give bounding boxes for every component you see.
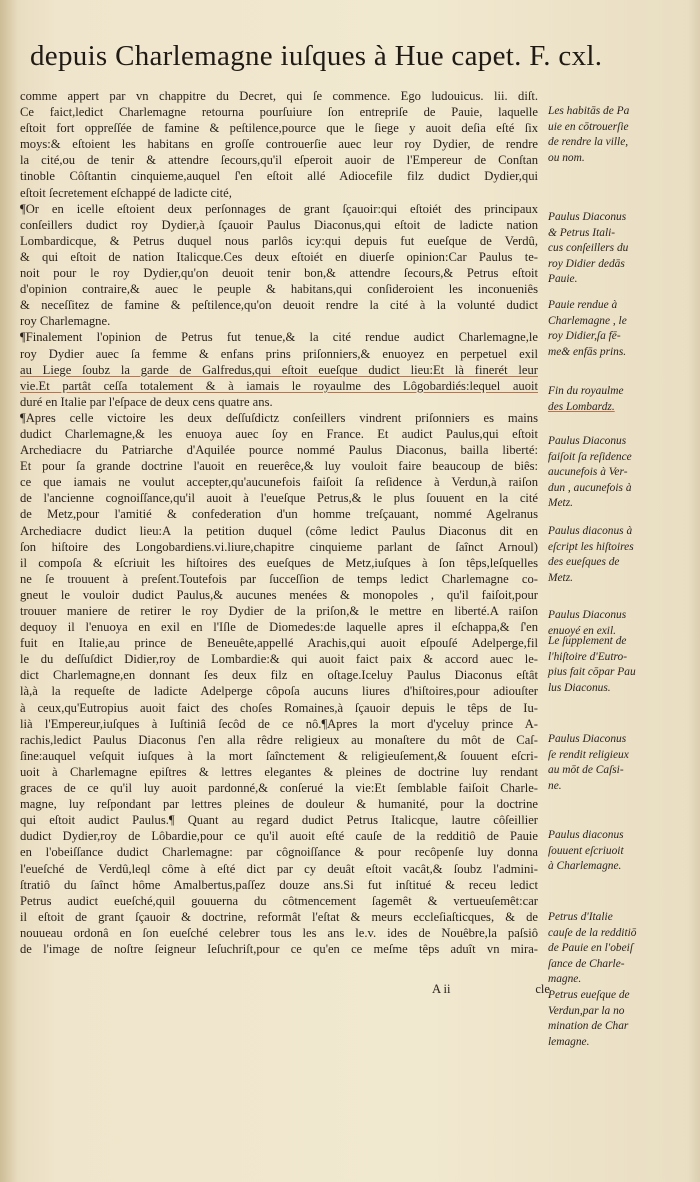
margin-note-line: ou nom. [548,151,585,164]
text-line: dudict Dydier,roy de Lôbardie,pour ce qu'il auoit eſté cauſe de la redditiô de Pauie [20,829,538,844]
text-line: tinoble Côſtantin cinquieme,auquel ſ'en eſtoit allé Adiocefile filz dudict Dydier,qui [20,169,538,184]
margin-note-line: Paulus diaconus [548,829,624,841]
margin-note-line: pius fait cōpar Pau [548,666,636,679]
text-line: de l'image de noſtre ſeigneur Ieſuchriſt,pour ce qu'en ce meſme têps aduît vn mira- [20,941,538,956]
margin-note-line: l'hiſtoire d'Eutro- [548,650,628,663]
margin-note-line: Le ſupplement de [548,635,627,647]
text-line: qui eſtoit audict Paulus.¶ Quant au regard dudict Petrus Italicque, lautre côſeillier [20,813,538,828]
margin-note-line: faiſoit ſa reſidence [548,450,632,463]
margin-note-line: ne. [548,779,562,792]
margin-note [548,988,688,1050]
margin-note [548,384,688,415]
main-text-block [20,88,538,957]
catchword: cle [535,982,550,996]
signature-mark: A ii [432,982,451,996]
margin-note-line: enuoyé en exil. [548,624,616,637]
margin-note-line: de rendre la ville, [548,136,629,149]
text-line: d'opinion contraire,& auec le peuple & habitans,qui conſideroient les inconueniês [20,282,538,297]
margin-note [548,910,688,988]
text-line: l'eueſché de Verdû,leql côme à eſté dict par cy deuât eſtoit vacât,& ſoubz l'admini- [20,861,538,876]
text-line: comme appert par vn chappitre du Decret, qui ſe commence. Ego ludouicus. lii. diſt. [20,89,538,103]
text-line: roy Dydier auec ſa femme & enfans prins priſonniers,& enuoyez en perpetuel exil [20,346,538,361]
margin-note-line: cauſe de la redditiō [548,926,637,939]
margin-note [548,104,688,166]
text-line: Archediacre du Patriarche d'Aquilée pource nommé Paulus Diaconus, bailla liberté: [20,443,538,458]
margin-note-line: Metz. [548,497,573,510]
margin-note-line: uie en cōtrouerſie [548,120,629,133]
margin-note-line: Paulus Diaconus [548,211,627,223]
margin-note-line: roy Didier dedās [548,257,625,270]
text-line: ſon hiſtoire des Longobardiens.vi.liure,chapitre cinquieme parlant de ſaînct Arnoul) [20,539,538,554]
text-line: uoit à Charlemagne epiſtres & lettres elegantes & pleines de doctrine luy rendant [20,764,538,779]
margin-note-line: des Lombardz. [548,400,615,413]
margin-note-line: à Charlemagne. [548,860,622,873]
text-line: lià l'Empereur,iuſques à Iuſtiniâ ſecôd de ce nô.¶Apres la mort d'yceluy prince A- [20,716,538,731]
margin-note [548,634,688,696]
text-line: le du deſſuſdict Didier,roy de Lombardie:& qui auoit faict paix & accord auec le- [20,652,538,667]
text-line: la cité,ou de tenir & attendre ſecours,qu'il eſperoit auoir de l'Empereur de Conſtan [20,153,538,168]
text-line: & neceſſitez de famine & peſtilence,qu'on deuoit rendre la cité à la volunté dudict [20,298,538,313]
text-line: Et pour ſa grande doctrine l'auoit en reuerêce,& luy vouloit faire beaucoup de biês: [20,459,538,474]
text-line: duré en Italie par l'eſpace de deux cens quatre ans. [20,394,273,409]
text-line: ne ſe trouuent à preſent.Toutefois par ſucceſſion de temps ledict Charlemagne co- [20,571,538,586]
margin-note-line: Les habitās de Pa [548,105,630,117]
text-line: dequoy il l'enuoya en exil en l'Iſle de Diomedes:de laquelle apres il eſchappa,& ſ'en [20,620,538,635]
page-footer [20,982,550,998]
text-line: ſine:auquel veſquit iuſques à la mort ſaînctement & religieuſement,& ſouuent eſcri- [20,748,538,763]
margin-note-line: Pauie. [548,273,578,286]
margin-note [548,210,688,288]
text-line: moys:& eſtoient les habitans en groſſe controuerſie auec leur roy Dydier, de rendre [20,137,538,152]
text-line: gneut le vouloir dudict Paulus,& aucunes menées & monopoles , qu'il faiſoit,pour [20,587,538,602]
margin-note-line: des eueſques de [548,556,620,569]
text-line: conſeillers dudict roy Dydier,à ſçauoir Paulus Diaconus,qui eſtoit de ladicte nation [20,217,538,232]
text-line: vie.Et partât ceſſa totalement & à iamais le royaulme des Lôgobardiés:lequel auoit [20,378,538,393]
text-line: ¶Or en icelle eſtoient deux perſonnages de grant ſçauoir:qui eſtoiét des principaux [20,201,538,216]
page-edge-shadow [688,0,700,1182]
text-line: trouuer maniere de retirer le roy Dydier de la priſon,& le mettre en liberté.A raiſon [20,604,538,618]
margin-note [548,828,688,875]
text-line: nouueau ordonâ en ſon eueſché celebrer tous les ans le.v. ides de Nouêbre,la paſsiô [20,925,538,940]
margin-note-line: Paulus Diaconus [548,609,627,621]
margin-note-line: ſouuent eſcriuoit [548,844,624,857]
text-line: ſtratiô du ſaînct hôme Amalbertus,paſſez douze ans.Si fut inſtitué & receu ledict [20,877,538,892]
text-line: ce que iamais ne voulut accepter,qu'aucunefois faiſoit ſa reſidence à Verdun,à raiſon [20,475,538,490]
margin-note-line: cus conſeillers du [548,242,629,255]
margin-note-line: Verdun,par la no [548,1004,625,1017]
text-line: eſtoit fort oppreſſée de famine & peſtilence,pource que le ſiege y auoit deſia eſté ſix [20,121,538,136]
margin-note-line: ſe rendit religieux [548,748,629,761]
margin-note-line: magne. [548,973,582,986]
text-line: graces de ce qu'il luy auoit pardonné,& conſerué la vie:Et ſemblable faiſoit Charle- [20,781,538,796]
text-line: ¶Finalement l'opinion de Petrus fut tenue,& la cité rendue audict Charlemagne,le [20,330,538,345]
text-line: dudict Charlemagne,& les enuoya auec ſoy en France. Et audict Paulus,qui eſtoit [20,426,538,441]
text-line: dict Charlemagne,en donnant ſes deux filz en oſtage.Iceluy Paulus Diaconus eſtât [20,668,538,683]
text-line: Lombardicque, & Petrus duquel nous parlôs icy:qui depuis fut eueſque de Verdû, [20,233,538,248]
margin-note-line: Paulus Diaconus [548,733,627,745]
margin-note-line: eſcript les hiſtoires [548,540,634,553]
margin-note-line: me& enfās prins. [548,345,627,358]
text-line: ¶Apres celle victoire les deux deſſuſdictz conſeillers vindrent priſonniers es mains [20,410,538,425]
text-line: au Liege ſoubz la garde de Galfredus,qui eſtoit eueſque dudict lieu:Et là finerét leur [20,362,538,377]
text-line: magne, luy reſpondant par lettres pleines de douleur & humanité, pour la doctrine [20,797,538,812]
running-title: depuis Charlemagne iuſques à Hue capet. F. cxl. [30,40,603,72]
margin-note-line: & Petrus Itali- [548,226,616,239]
text-line: Petrus audict eueſché,quil gouuerna du côtmencement ſagemêt & vertueuſemêt:car [20,893,538,908]
text-line: de l'ancienne cognoiſſance,qu'il auoit à l'eueſque Petrus,& le plus ſouuent en la cité [20,491,538,506]
margin-note [548,524,688,586]
margin-note-line: au mōt de Caſsi- [548,764,624,777]
text-line: Ce faict,ledict Charlemagne retourna pourſuiure ſon entrepriſe de Pauie, laquelle [20,105,538,120]
text-line: en l'obeiſſance dudict Charlemagne: par côgnoiſſance & pour recôpenſe luy donna [20,845,538,860]
margin-note-line: Pauie rendue à [548,299,618,311]
text-line: rachis,ledict Paulus Diaconus ſ'en alla rêdre religieux au monaſtere du môt de Caſ- [20,732,538,747]
margin-note-line: roy Didier,ſa fē- [548,330,621,343]
margin-note-line: Paulus Diaconus [548,435,627,447]
margin-note-line: dun , aucunefois à [548,481,632,494]
margin-note-line: Petrus d'Italie [548,911,613,923]
margin-note [548,732,688,794]
margin-note [548,434,688,512]
margin-note-line: Metz. [548,571,573,584]
margin-note-line: lus Diaconus. [548,681,611,694]
margin-note-line: mination de Char [548,1020,629,1033]
margin-note-line: Petrus eueſque de [548,989,630,1001]
margin-note-line: aucunefois à Ver- [548,466,628,479]
margin-note-line: Charlemagne , le [548,314,627,327]
text-line: roy Charlemagne. [20,314,111,329]
text-line: à ceux,qu'Eutropius auoit faict des choſes Romaines,à ſçauoir depuis le têps de Iu- [20,700,538,715]
text-line: fuit en Italie,au prince de Beneuête,appellé Arachis,qui auoit eſpouſé Adelperge,fil [20,636,538,651]
margin-note-line: ſance de Charle- [548,957,625,970]
margin-note [548,298,688,360]
text-line: & qui eſtoit de nation Italicque.Ces deux eſtoiét en diuerſe opinion:Car Paulus te- [20,249,538,264]
margin-note-line: Paulus diaconus à [548,525,633,537]
margin-note-line: de Pauie en l'obeiſ [548,942,633,955]
text-line: Archediacre dudict lieu:A la petition duquel (côme ledict Paulus Diaconus dit en [20,523,538,538]
margin-note-line: lemagne. [548,1035,590,1048]
margin-note-line: Fin du royaulme [548,385,624,397]
text-line: il compoſa & eſcriuit les hiſtoires des eueſques de Metz,iuſques à ſon têps,leſquelles [20,555,538,570]
text-line: il eſtoit de grant ſçauoir & doctrine, reformât l'eſtat & meurs eccleſiaſticques, & de [20,909,538,924]
text-line: de Metz,pour l'amitié & confederation d'un homme treſçauant, nommé Agelranus [20,507,538,522]
text-line: noit pour le roy Dydier,qu'on deuoit tenir bon,& attendre ſecours,& Petrus eſtoit [20,266,538,281]
text-line: eſtoit ſecretement eſchappé de ladicte cité, [20,185,232,200]
text-line: là,à la requeſte de ladicte Adelperge côpoſa aucuns liures d'hiſtoires,pour adiouſter [20,684,538,699]
